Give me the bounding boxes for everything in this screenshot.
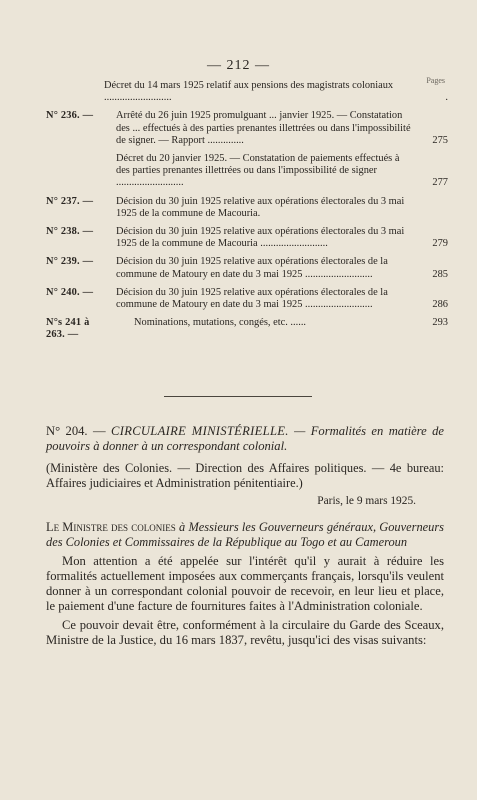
entry-dots: .......................... — [302, 268, 373, 280]
entry-number: N°s 241 à 263. — — [46, 317, 90, 341]
circular-number: N° 204. — — [46, 424, 106, 438]
page-number: — 212 — — [207, 58, 270, 73]
entry-page: . — [445, 92, 448, 104]
toc-entry — [46, 153, 448, 190]
entry-page: 285 — [432, 268, 448, 280]
entry-page: 286 — [432, 299, 448, 311]
entry-text: Décision du 30 juin 1925 relative aux opérations électorales du 3 mai 1925 de la commune de Macouria — [116, 226, 405, 250]
ministry-line: (Ministère des Colonies. — Direction des Affaires politiques. — 4e bureau: Affaires judiciaires et Administration pénitentiaire.) — [46, 460, 444, 490]
pages-column-label: Pages — [426, 76, 445, 85]
toc-entry — [46, 196, 444, 220]
circular-address — [46, 520, 444, 550]
circular-heading — [46, 424, 444, 454]
toc-entry — [46, 286, 448, 311]
entry-text: Décret du 14 mars 1925 relatif aux pensions des magistrats coloniaux — [104, 80, 394, 91]
entry-dots: .............. — [204, 134, 244, 146]
entry-text: Nominations, mutations, congés, etc. — [134, 317, 288, 329]
body-paragraph: Mon attention a été appelée sur l'intérêt qu'il y aurait à réduire les formalités actuellement imposées aux commerçants français, lorsqu'ils veulent donner à un correspondant colonial pouvoir de recevoir, en leur lieu et place, le paiement d'une facture de fournitures faites à l'Administration coloniale. — [46, 554, 444, 614]
section-divider — [164, 396, 312, 397]
circular-subject: — Formalités en matière de pouvoirs à donner à un correspondant colonial. — [46, 424, 445, 453]
entry-dots: .......................... — [302, 299, 373, 311]
entry-page: 279 — [432, 238, 448, 250]
entry-text: Décision du 30 juin 1925 relative aux opérations électorales du 3 mai 1925 de la commune de Macouria. — [116, 195, 405, 219]
entry-page: 293 — [432, 317, 448, 329]
entry-number: N° 236. — — [46, 110, 94, 122]
entry-text: Décision du 30 juin 1925 relative aux opérations électorales de la commune de Matoury en date du 3 mai 1925 — [116, 286, 388, 311]
entry-dots: .......................... — [257, 238, 328, 250]
sender: Le Ministre des colonies — [46, 520, 176, 535]
entry-number: N° 237. — — [46, 195, 94, 207]
entry-dots: .......................... — [104, 92, 172, 104]
toc-entry — [46, 226, 448, 250]
circular-date: Paris, le 9 mars 1925. — [317, 494, 416, 507]
circular-title: CIRCULAIRE MINISTÉRIELLE. — [111, 424, 289, 438]
recipients: à Messieurs les Gouverneurs généraux, Gouverneurs des Colonies et Commissaires de la République au Togo et au Cameroun — [46, 520, 444, 550]
entry-page: 275 — [432, 134, 448, 146]
entry-dots: .......................... — [116, 177, 184, 189]
entry-number: N° 239. — — [46, 256, 94, 268]
entry-text: Décision du 30 juin 1925 relative aux opérations électorales de la commune de Matoury en date du 3 mai 1925 — [116, 256, 388, 280]
toc-entry — [46, 317, 448, 341]
toc-entry — [46, 80, 448, 104]
entry-page: 277 — [432, 177, 448, 189]
table-of-contents — [46, 80, 448, 341]
entry-text: Arrêté du 26 juin 1925 promulguant ... janvier 1925. — Constatation des ... effectués à des parties prenantes illettrées ou dans l'impossibilité de signer. — Rapport — [116, 110, 411, 146]
entry-text: Décret du 20 janvier 1925. — Constatation de paiements effectués à des parties prenantes illettrées ou dans l'impossibilité de signer — [116, 153, 400, 177]
circular-section — [46, 424, 444, 648]
entry-number: N° 238. — — [46, 226, 94, 238]
body-paragraph: Ce pouvoir devait être, conformément à la circulaire du Garde des Sceaux, Ministre de la Justice, du 16 mars 1837, revêtu, jusqu'ici des visas suivants: — [46, 618, 444, 648]
toc-entry — [46, 256, 448, 280]
toc-entry — [46, 110, 448, 147]
entry-number: N° 240. — — [46, 286, 94, 298]
entry-dots: ...... — [287, 317, 307, 329]
